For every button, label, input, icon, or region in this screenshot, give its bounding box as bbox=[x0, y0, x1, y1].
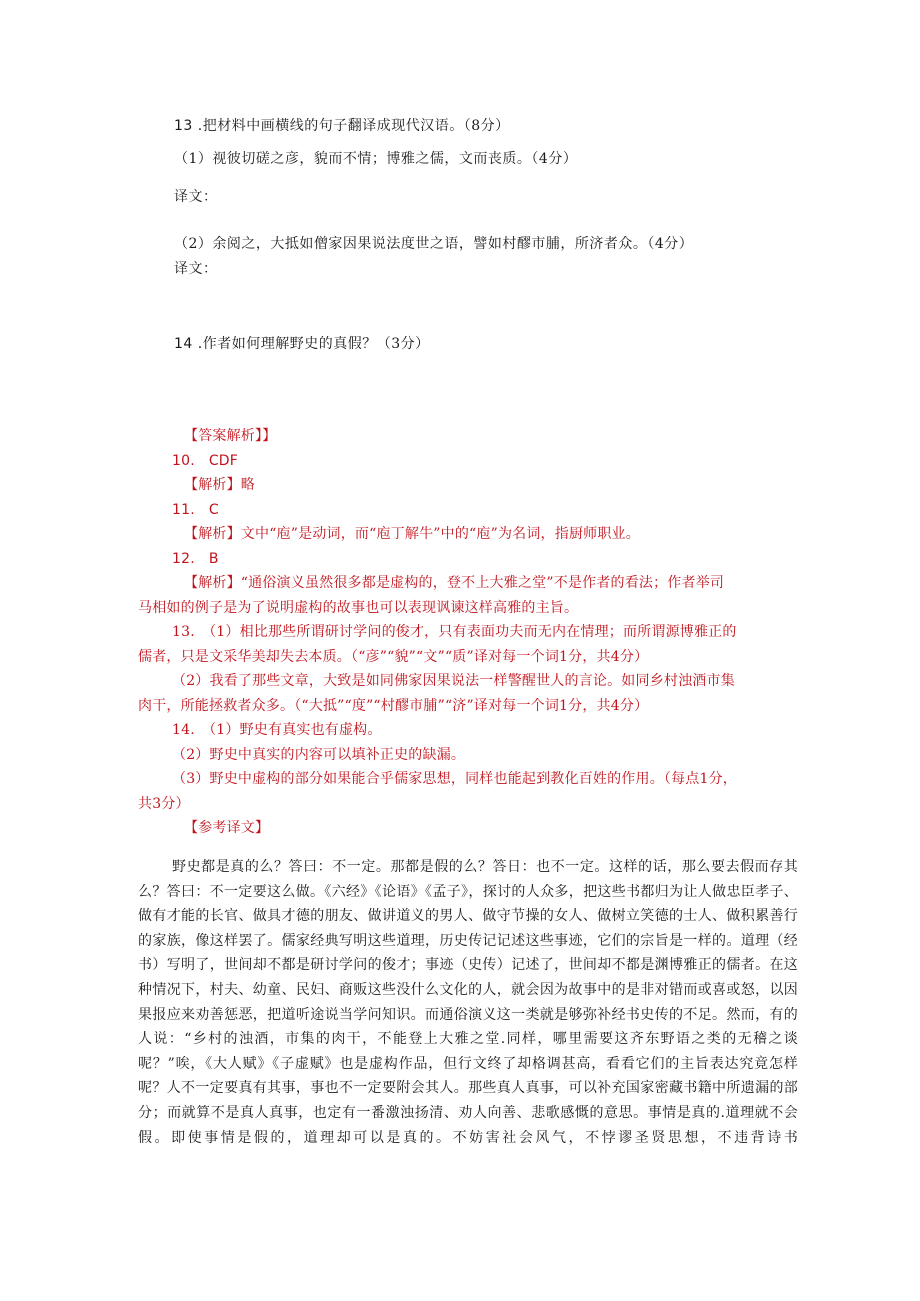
answer-12-analysis-line-2: 马相如的例子是为了说明虚构的故事也可以表现讽谏这样高雅的主旨。 bbox=[138, 599, 579, 616]
answer-14-line-1: 14. （1）野史有真实也有虚构。 bbox=[172, 722, 382, 738]
answer-10-analysis: 【解析】略 bbox=[184, 477, 255, 493]
answer-12 bbox=[138, 547, 788, 572]
reference-translation bbox=[138, 855, 798, 1150]
answer-11 bbox=[138, 498, 788, 523]
question-13-sub1-answer-label: 译文： bbox=[174, 189, 218, 205]
answer-10-value: CDF bbox=[208, 452, 239, 469]
answer-10 bbox=[138, 449, 788, 474]
question-13-title bbox=[174, 115, 510, 135]
question-14-title bbox=[174, 333, 430, 353]
question-14-text: .作者如何理解野史的真假？（3分） bbox=[197, 336, 430, 352]
reference-translation-header: 【参考译文】 bbox=[184, 820, 270, 836]
answer-13-line-2: 儒者，只是文采华美却失去本质。（“彦”“貌”“文”“质”译对每一个词1分，共4分） bbox=[138, 648, 649, 665]
question-14-number: 14 bbox=[174, 336, 193, 352]
answer-14-line-4: 共3分） bbox=[138, 795, 190, 812]
answer-12-number: 12. bbox=[172, 550, 195, 567]
answer-13-line-3: （2）我看了那些文章，大致是如同佛家因果说法一样警醒世人的言论。如同乡村浊酒市集 bbox=[172, 673, 735, 689]
answer-11-number: 11. bbox=[172, 501, 195, 518]
answer-section bbox=[138, 424, 788, 841]
question-13-number: 13 bbox=[174, 118, 193, 134]
answer-12-value: B bbox=[208, 550, 219, 567]
answer-10-number: 10. bbox=[172, 452, 195, 469]
question-13-sub2-answer-label: 译文： bbox=[174, 261, 218, 277]
answer-13-line-1: 13. （1）相比那些所谓研讨学问的俊才，只有表面功夫而无内在情理；而所谓源博雅正的 bbox=[172, 624, 737, 640]
reference-translation-text: 野史都是真的么？答曰：不一定。那都是假的么？答日：也不一定。这样的话，那么要去假而存其么？答曰：不一定要这么做。《六经》《论语》《孟子》，探讨的人众多，把这些书都归为让人做忠臣孝子、做有才能的长官、做具才德的朋友、做讲道义的男人、做守节操的女人、做树立笑德的士人、做积累善行的家族，像这样罢了。儒家经典写明这些道理，历史传记记述这些事迹，它们的宗旨是一样的。道理（经书）写明了，世间却不都是研讨学问的俊才；事迹（史传）记述了，世间却不都是渊博雅正的儒者。在这种情况下，村夫、幼童、民妇、商贩这些没什么文化的人，就会因为故事中的是非对错而或喜或怒，以因果报应来劝善惩恶，把道听途说当学问知识。而通俗演义这一类就是够弥补经书史传的不足。然而，有的人说：“乡村的浊酒，市集的肉干，不能登上大雅之堂.同样，哪里需要这齐东野语之类的无稽之谈呢？”唉，《大人赋》《子虚赋》也是虚构作品，但行文终了却格调甚高，看看它们的主旨表达究竟怎样呢？人不一定要真有其事，事也不一定要附会其人。那些真人真事，可以补充国家密藏书籍中所遗漏的部分；而就算不是真人真事，也定有一番激浊扬清、劝人向善、悲歌感慨的意思。事情是真的.道理就不会假。即使事情是假的，道理却可以是真的。不妨害社会风气，不悖谬圣贤思想，不违背诗书 bbox=[138, 859, 798, 1146]
question-13-text: .把材料中画横线的句子翻译成现代汉语。（8分） bbox=[197, 118, 510, 134]
answer-14-line-3: （3）野史中虚构的部分如果能合乎儒家思想，同样也能起到教化百姓的作用。（每点1分， bbox=[172, 771, 738, 787]
answer-12-analysis-line-1: 【解析】“通俗演义虽然很多都是虚构的，登不上大雅之堂”不是作者的看法；作者举司 bbox=[184, 575, 725, 591]
answer-11-analysis: 【解析】文中“庖”是动词，而“庖丁解牛”中的“庖”为名词，指厨师职业。 bbox=[184, 526, 640, 542]
question-13-sub2: （2）余阅之，大抵如僧家因果说法度世之语，譬如村醪市脯，所济者众。（4分） bbox=[174, 236, 694, 252]
answer-header: 【答案解析】】 bbox=[184, 428, 277, 444]
question-13-sub1: （1）视彼切磋之彦，貌而不情；博雅之儒，文而丧质。（4分） bbox=[174, 151, 578, 167]
answer-11-value: C bbox=[208, 501, 219, 518]
answer-14-line-2: （2）野史中真实的内容可以填补正史的缺漏。 bbox=[172, 746, 466, 763]
answer-13-line-4: 肉干，所能拯救者众多。（“大抵”“度”“村醪市脯”“济”译对每一个词1分，共4分） bbox=[138, 697, 649, 714]
